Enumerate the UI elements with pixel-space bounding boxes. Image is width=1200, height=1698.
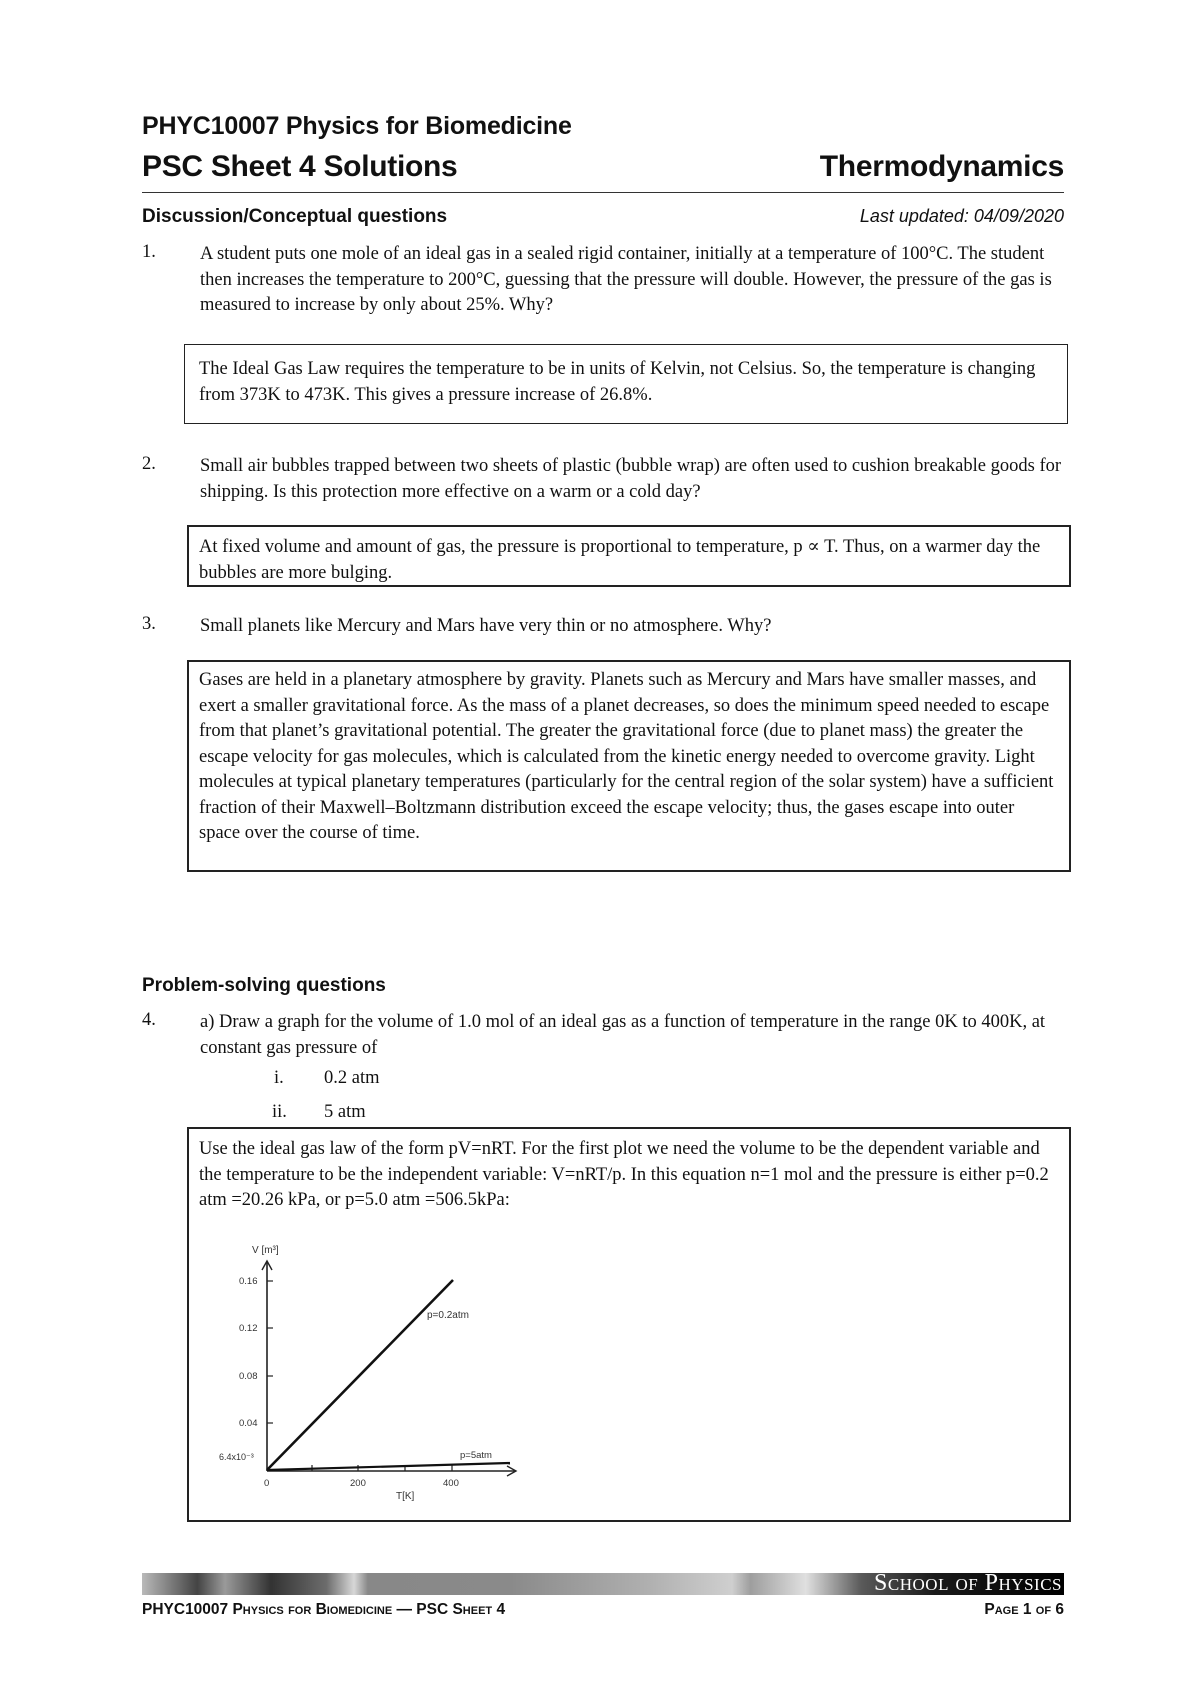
series-line-0.2atm: [267, 1280, 453, 1470]
school-banner: [142, 1570, 1064, 1596]
answer-text: The Ideal Gas Law requires the temperature to be in units of Kelvin, not Celsius. So, the temperature is changing from 373K to 473K. This gives a pressure increase of 26.8%.: [199, 359, 1036, 405]
question-text: Small air bubbles trapped between two sheets of plastic (bubble wrap) are often used to cushion breakable goods for shipping. Is this protection more effective on a warm or a cold day?: [200, 456, 1062, 502]
sub-item-label: i.: [274, 1068, 284, 1088]
header-divider: [142, 192, 1064, 193]
y-axis-label: V [m³]: [252, 1245, 279, 1256]
question-number: 2.: [142, 454, 156, 474]
section-heading-problem-solving: Problem-solving questions: [142, 975, 386, 996]
series-label: p=0.2atm: [427, 1310, 469, 1321]
topic-title: Thermodynamics: [819, 150, 1064, 183]
question-text: Small planets like Mercury and Mars have very thin or no atmosphere. Why?: [200, 616, 772, 636]
y-tick-label: 0.04: [239, 1418, 258, 1429]
question-text: a) Draw a graph for the volume of 1.0 mol of an ideal gas as a function of temperature in the range 0K to 400K, at constant gas pressure of: [200, 1012, 1046, 1058]
x-tick-label: 400: [443, 1478, 459, 1489]
x-tick-label: 200: [350, 1478, 366, 1489]
sub-item-text: 0.2 atm: [324, 1068, 380, 1088]
last-updated: Last updated: 04/09/2020: [859, 206, 1064, 226]
y-tick-label: 0.16: [239, 1276, 258, 1287]
page-number: Page 1 of 6: [984, 1601, 1064, 1618]
volume-temperature-chart: [200, 1230, 560, 1520]
question-number: 1.: [142, 242, 156, 262]
question-text: A student puts one mole of an ideal gas in a sealed rigid container, initially at a temperature of 100°C. The student then increases the temperature to 200°C, guessing that the pressure will double. However, the pressure of the gas is measured to increase by only about 25%. Why?: [200, 244, 1052, 315]
answer-box: [187, 525, 1071, 587]
answer-text: At fixed volume and amount of gas, the pressure is proportional to temperature, p ∝ T. Thus, on a warmer day the bubbles are more bulging.: [199, 537, 1041, 583]
question-number: 4.: [142, 1010, 156, 1030]
section-heading-discussion: Discussion/Conceptual questions: [142, 206, 448, 227]
footer-course: PHYC10007 Physics for Biomedicine — PSC Sheet 4: [142, 1601, 506, 1618]
series-label: p=5atm: [460, 1450, 492, 1461]
x-tick-label: 0: [264, 1478, 270, 1489]
y-tick-label: 0.12: [239, 1323, 258, 1334]
sub-item-text: 5 atm: [324, 1102, 366, 1122]
sheet-title: PSC Sheet 4 Solutions: [142, 150, 458, 183]
answer-box: [184, 344, 1068, 424]
y-annotation: 6.4x10⁻³: [219, 1452, 254, 1462]
y-tick-label: 0.08: [239, 1371, 258, 1382]
series-line-5atm: [267, 1463, 510, 1470]
answer-box: [187, 660, 1071, 872]
sub-item-label: ii.: [272, 1102, 287, 1122]
answer-text: Gases are held in a planetary atmosphere by gravity. Planets such as Mercury and Mars have smaller masses, and exert a smaller gravitational force. As the mass of a planet decreases, so does the minimum speed needed to escape from that planet’s gravitational potential. The greater the gravitational force (due to planet mass) the greater the escape velocity for gas molecules, which is calculated from the kinetic energy needed to overcome gravity. Light molecules at typical planetary temperatures (particularly for the central region of the solar system) have a sufficient fraction of their Maxwell–Boltzmann distribution exceed the escape velocity; thus, the gases escape into outer space over the course of time.: [199, 670, 1054, 843]
question-number: 3.: [142, 614, 156, 634]
answer-text: Use the ideal gas law of the form pV=nRT. For the first plot we need the volume to be the dependent variable and the temperature to be the independent variable: V=nRT/p. In this equation n=1 mol and the pressure is either p=0.2 atm =20.26 kPa, or p=5.0 atm =506.5kPa:: [199, 1139, 1049, 1210]
course-title: PHYC10007 Physics for Biomedicine: [142, 112, 572, 140]
banner-text: School of Physics: [874, 1570, 1062, 1596]
x-axis-label: T[K]: [396, 1491, 415, 1502]
